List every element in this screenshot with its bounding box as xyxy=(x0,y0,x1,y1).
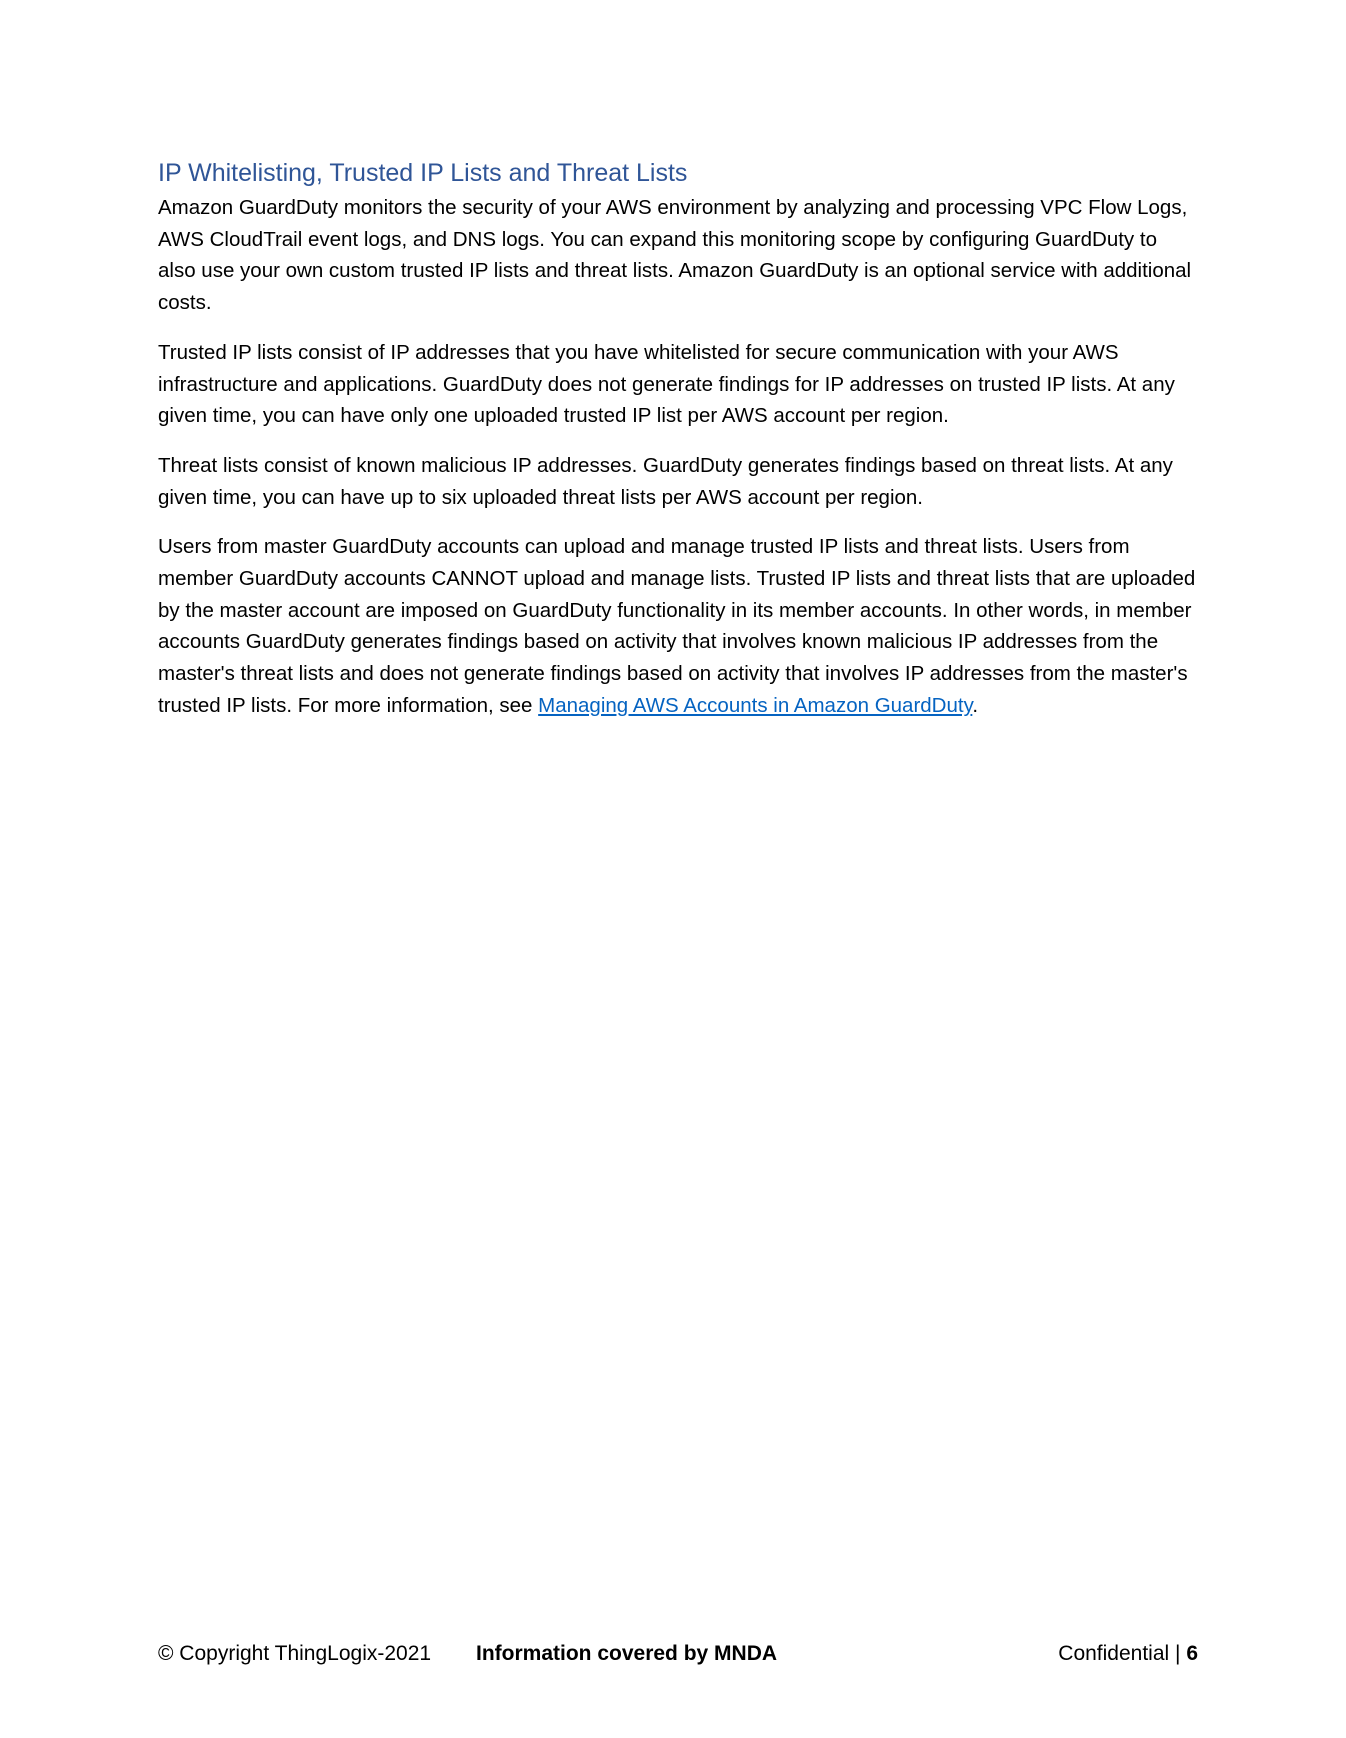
paragraph-master-member-text: Users from master GuardDuty accounts can upload and manage trusted IP lists and threat lists. Users from member GuardDuty accounts CANNOT upload and manage lists. Trusted IP lists and threat lists that are uploaded by the master account are imposed on GuardDuty functionality in its member accounts. In other words, in member accounts GuardDuty generates findings based on activity that involves known malicious IP addresses from the master's threat lists and does not generate findings based on activity that involves IP addresses from the master's trusted IP lists. For more information, see xyxy=(158,535,1196,717)
document-body xyxy=(158,156,1198,740)
paragraph-master-member-accounts xyxy=(158,531,1198,721)
section-heading: IP Whitelisting, Trusted IP Lists and Threat Lists xyxy=(158,159,688,187)
page-footer xyxy=(158,1638,1198,1670)
paragraph-trusted-ip-lists: Trusted IP lists consist of IP addresses that you have whitelisted for secure communication with your AWS infrastructure and applications. GuardDuty does not generate findings for IP addresses on trusted IP lists. At any given time, you can have only one uploaded trusted IP list per AWS account per region. xyxy=(158,340,1175,428)
footer-copyright: © Copyright ThingLogix-2021 xyxy=(158,1642,432,1665)
paragraph-threat-lists: Threat lists consist of known malicious IP addresses. GuardDuty generates findings based on threat lists. At any given time, you can have up to six uploaded threat lists per AWS account per region. xyxy=(158,453,1173,509)
footer-confidential xyxy=(1058,1638,1198,1670)
paragraph-guardduty-overview: Amazon GuardDuty monitors the security of your AWS environment by analyzing and processing VPC Flow Logs, AWS CloudTrail event logs, and DNS logs. You can expand this monitoring scope by configuring GuardDuty to also use your own custom trusted IP lists and threat lists. Amazon GuardDuty is an optional service with additional costs. xyxy=(158,196,1192,315)
footer-mnda-notice: Information covered by MNDA xyxy=(476,1642,778,1665)
managing-aws-accounts-link[interactable]: Managing AWS Accounts in Amazon GuardDuty xyxy=(538,693,973,717)
footer-confidential-label: Confidential | xyxy=(1058,1642,1187,1665)
paragraph-trailing-period: . xyxy=(972,693,979,717)
page-number: 6 xyxy=(1186,1642,1198,1665)
